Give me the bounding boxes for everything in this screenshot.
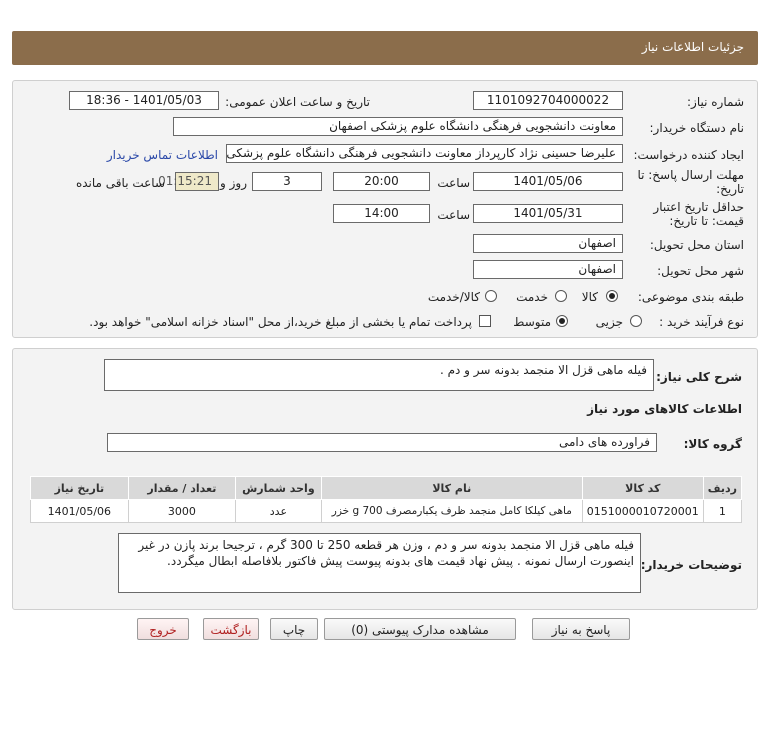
days-remaining-field: 3	[252, 172, 322, 191]
province-label: استان محل تحویل:	[649, 238, 744, 252]
page-title: جزئیات اطلاعات نیاز	[641, 40, 744, 54]
buyer-contact-link[interactable]: اطلاعات تماس خریدار	[106, 148, 218, 162]
goods-section-title: اطلاعات کالاهای مورد نیاز	[587, 402, 742, 416]
validity-label-line2: قیمت: تا تاریخ:	[669, 214, 744, 228]
validity-date-field: 1401/05/31	[473, 204, 623, 223]
summary-field: فیله ماهی قزل الا منجمد بدونه سر و دم .	[104, 359, 654, 391]
goods-group-field: فراورده های دامی	[107, 433, 657, 452]
row-index: 1	[703, 500, 741, 523]
reply-button[interactable]: پاسخ به نیاز	[532, 618, 630, 640]
buyer-notes-label: توضیحات خریدار:	[640, 558, 742, 572]
col-code: کد کالا	[582, 477, 703, 500]
attachments-button[interactable]: مشاهده مدارک پیوستی (0)	[324, 618, 516, 640]
col-qty: تعداد / مقدار	[128, 477, 235, 500]
row-date: 1401/05/06	[31, 500, 129, 523]
city-label: شهر محل تحویل:	[657, 264, 744, 278]
category-label: طبقه بندی موضوعی:	[637, 290, 744, 304]
category-radio-goods-service[interactable]	[485, 290, 497, 302]
treasury-payment-note: پرداخت تمام یا بخشی از مبلغ خرید،از محل "اسناد خزانه اسلامی" خواهد بود.	[89, 315, 472, 329]
table-row	[31, 500, 742, 523]
row-code: 0151000010720001	[582, 500, 703, 523]
purchase-type-label: نوع فرآیند خرید :	[659, 315, 744, 329]
buyer-org-field: معاونت دانشجویی فرهنگی دانشگاه علوم پزشکی اصفهان	[173, 117, 623, 136]
days-label: روز و	[220, 176, 247, 190]
print-button[interactable]: چاپ	[270, 618, 318, 640]
need-number-label: شماره نیاز:	[687, 95, 744, 109]
validity-label-line1: حداقل تاریخ اعتبار	[653, 200, 744, 214]
validity-time-field: 14:00	[333, 204, 430, 223]
row-qty: 3000	[128, 500, 235, 523]
city-field: اصفهان	[473, 260, 623, 279]
province-field: اصفهان	[473, 234, 623, 253]
category-option-goods: کالا	[581, 290, 598, 304]
deadline-label-line2: تاریخ:	[716, 182, 744, 196]
announce-datetime-field: 1401/05/03 - 18:36	[69, 91, 219, 110]
category-radio-service[interactable]	[555, 290, 567, 302]
creator-label: ایجاد کننده درخواست:	[633, 148, 744, 162]
goods-group-label: گروه کالا:	[683, 437, 742, 451]
purchase-radio-minor[interactable]	[630, 315, 642, 327]
back-button[interactable]: بازگشت	[203, 618, 259, 640]
col-date: تاریخ نیاز	[31, 477, 129, 500]
col-unit: واحد شمارش	[236, 477, 322, 500]
category-radio-goods[interactable]	[606, 290, 618, 302]
col-index: ردیف	[703, 477, 741, 500]
deadline-time-field: 20:00	[333, 172, 430, 191]
purchase-option-minor: جزیی	[595, 315, 623, 329]
buyer-notes-field: فیله ماهی قزل الا منجمد بدونه سر و دم ، وزن هر قطعه 250 تا 300 گرم ، ترجیحا برند پازن در غیر اینصورت ارسال نمونه . پیش نهاد قیمت های بدونه پیوست پیش فاکتور بلافاصله ابطال میگردد.	[118, 533, 641, 593]
exit-button[interactable]: خروج	[137, 618, 189, 640]
goods-table	[30, 476, 742, 523]
treasury-payment-checkbox[interactable]	[479, 315, 491, 327]
deadline-date-field: 1401/05/06	[473, 172, 623, 191]
page-header	[12, 31, 758, 65]
buyer-org-label: نام دستگاه خریدار:	[649, 121, 744, 135]
need-number-field: 1101092704000022	[473, 91, 623, 110]
remaining-time-field: 01:15:21	[175, 172, 219, 191]
creator-field: علیرضا حسینی نژاد کارپرداز معاونت دانشجویی فرهنگی دانشگاه علوم پزشکی	[226, 144, 623, 163]
purchase-radio-medium[interactable]	[556, 315, 568, 327]
deadline-time-label: ساعت	[437, 176, 470, 190]
category-option-goods-service: کالا/خدمت	[427, 290, 480, 304]
remaining-time-label: ساعت باقی مانده	[75, 176, 165, 190]
validity-time-label: ساعت	[437, 208, 470, 222]
deadline-label-line1: مهلت ارسال پاسخ: تا	[637, 168, 744, 182]
category-option-service: خدمت	[516, 290, 548, 304]
purchase-option-medium: متوسط	[513, 315, 551, 329]
summary-label: شرح کلی نیاز:	[656, 370, 742, 384]
row-name: ماهی کیلکا کامل منجمد ظرف یکبارمصرف 700 g خزر	[321, 500, 582, 523]
goods-table-header	[31, 477, 742, 500]
row-unit: عدد	[236, 500, 322, 523]
col-name: نام کالا	[321, 477, 582, 500]
announce-label: تاریخ و ساعت اعلان عمومی:	[225, 95, 370, 109]
